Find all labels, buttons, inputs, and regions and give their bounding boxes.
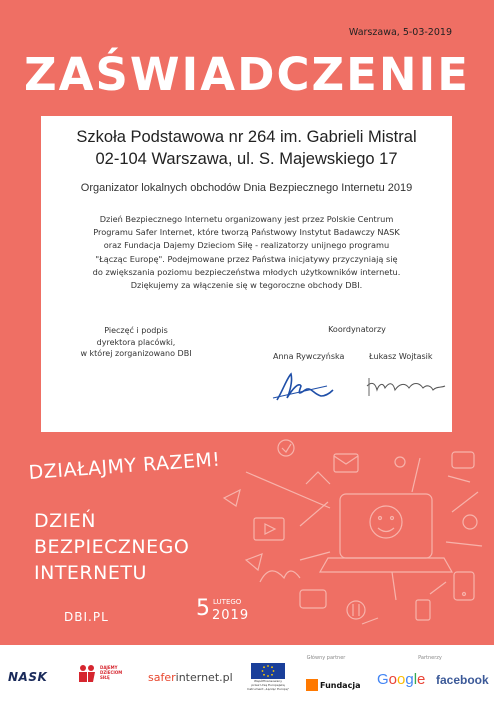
school-info (41, 126, 452, 170)
main-partner-label: Główny partner (306, 655, 346, 661)
eu-line: Współfinansowany (253, 679, 283, 683)
google-letter: l (413, 671, 418, 688)
safer-part: safer (148, 671, 176, 684)
google-word (377, 671, 425, 688)
partners-label: Partnerzy (418, 655, 442, 661)
eu-line: Instrument „Łącząc Europę" (246, 687, 290, 691)
campaign-url: DBI.PL (64, 610, 109, 624)
campaign-date-day: 5 (196, 596, 210, 621)
google-letter: o (388, 671, 398, 688)
google-letter: G (377, 671, 389, 688)
body-line: do zwiększania poziomu bezpieczeństwa młodych użytkowników internetu. (92, 266, 401, 277)
dds-logo-icon (76, 663, 98, 683)
orange-logo-icon (306, 679, 318, 691)
body-line: oraz Fundacja Dajemy Dzieciom Siłę - realizatorzy unijnego programu (103, 240, 390, 251)
coordinator-name-2: Łukasz Wojtasik (369, 352, 433, 361)
school-address: 02-104 Warszawa, ul. S. Majewskiego 17 (95, 150, 398, 168)
stamp-label (61, 325, 211, 360)
coordinator-name-1: Anna Rywczyńska (273, 352, 345, 361)
certificate-card (41, 116, 452, 432)
campaign-name-line: DZIEŃ (34, 510, 96, 532)
partners-footer (0, 645, 494, 705)
body-line: Dzień Bezpiecznego Internetu organizowany jest przez Polskie Centrum (99, 214, 394, 224)
internet-part: internet.pl (175, 671, 233, 684)
eu-flag-icon (251, 663, 285, 679)
dds-line: DAJEMY (100, 665, 118, 670)
campaign-date-month: LUTEGO (213, 598, 242, 606)
stamp-line: dyrektora placówki, (96, 337, 176, 347)
google-letter: o (397, 671, 406, 688)
coordinators-label: Koordynatorzy (328, 325, 386, 334)
campaign-date-year: 2019 (212, 608, 250, 623)
body-line: "Łącząc Europę". Podejmowane przez Państwa inicjatywy przyczyniają się (95, 253, 398, 264)
school-name: Szkoła Podstawowa nr 264 im. Gabrieli Mistral (76, 128, 417, 146)
issue-date: Warszawa, 5-03-2019 (348, 27, 452, 38)
page-title: ZAŚWIADCZENIE (24, 48, 470, 101)
google-logo (377, 671, 425, 688)
facebook-logo: facebook (436, 673, 489, 687)
dds-logo-text (100, 665, 122, 680)
body-line: Programu Safer Internet, które tworzą Państwowy Instytut Badawczy NASK (93, 227, 400, 238)
campaign-slogan: DZIAŁAJMY RAZEM! (28, 448, 222, 484)
stamp-line: w której zorganizowano DBI (80, 349, 192, 358)
body-line: Dziękujemy za włączenie się w tegoroczne obchody DBI. (130, 280, 363, 291)
eu-caption (246, 679, 290, 691)
campaign-name (34, 508, 189, 586)
certificate-body (59, 213, 434, 292)
dds-line: DZIECIOM (100, 670, 123, 675)
dds-line: SIŁĘ (100, 675, 110, 680)
campaign-name-line: INTERNETU (34, 562, 147, 584)
stamp-line: Pieczęć i podpis (104, 326, 168, 335)
google-letter: e (417, 671, 426, 688)
google-letter: g (405, 671, 414, 688)
orange-fundacja-logo: Fundacja (320, 681, 361, 690)
nask-logo: NASK (8, 670, 48, 684)
saferinternet-logo (148, 671, 233, 684)
campaign-name-line: BEZPIECZNEGO (34, 536, 190, 558)
eu-line: przez Unię Europejską (251, 683, 285, 687)
organizer-line: Organizator lokalnych obchodów Dnia Bezpiecznego Internetu 2019 (80, 182, 413, 194)
coordinator-signatures (271, 368, 451, 408)
